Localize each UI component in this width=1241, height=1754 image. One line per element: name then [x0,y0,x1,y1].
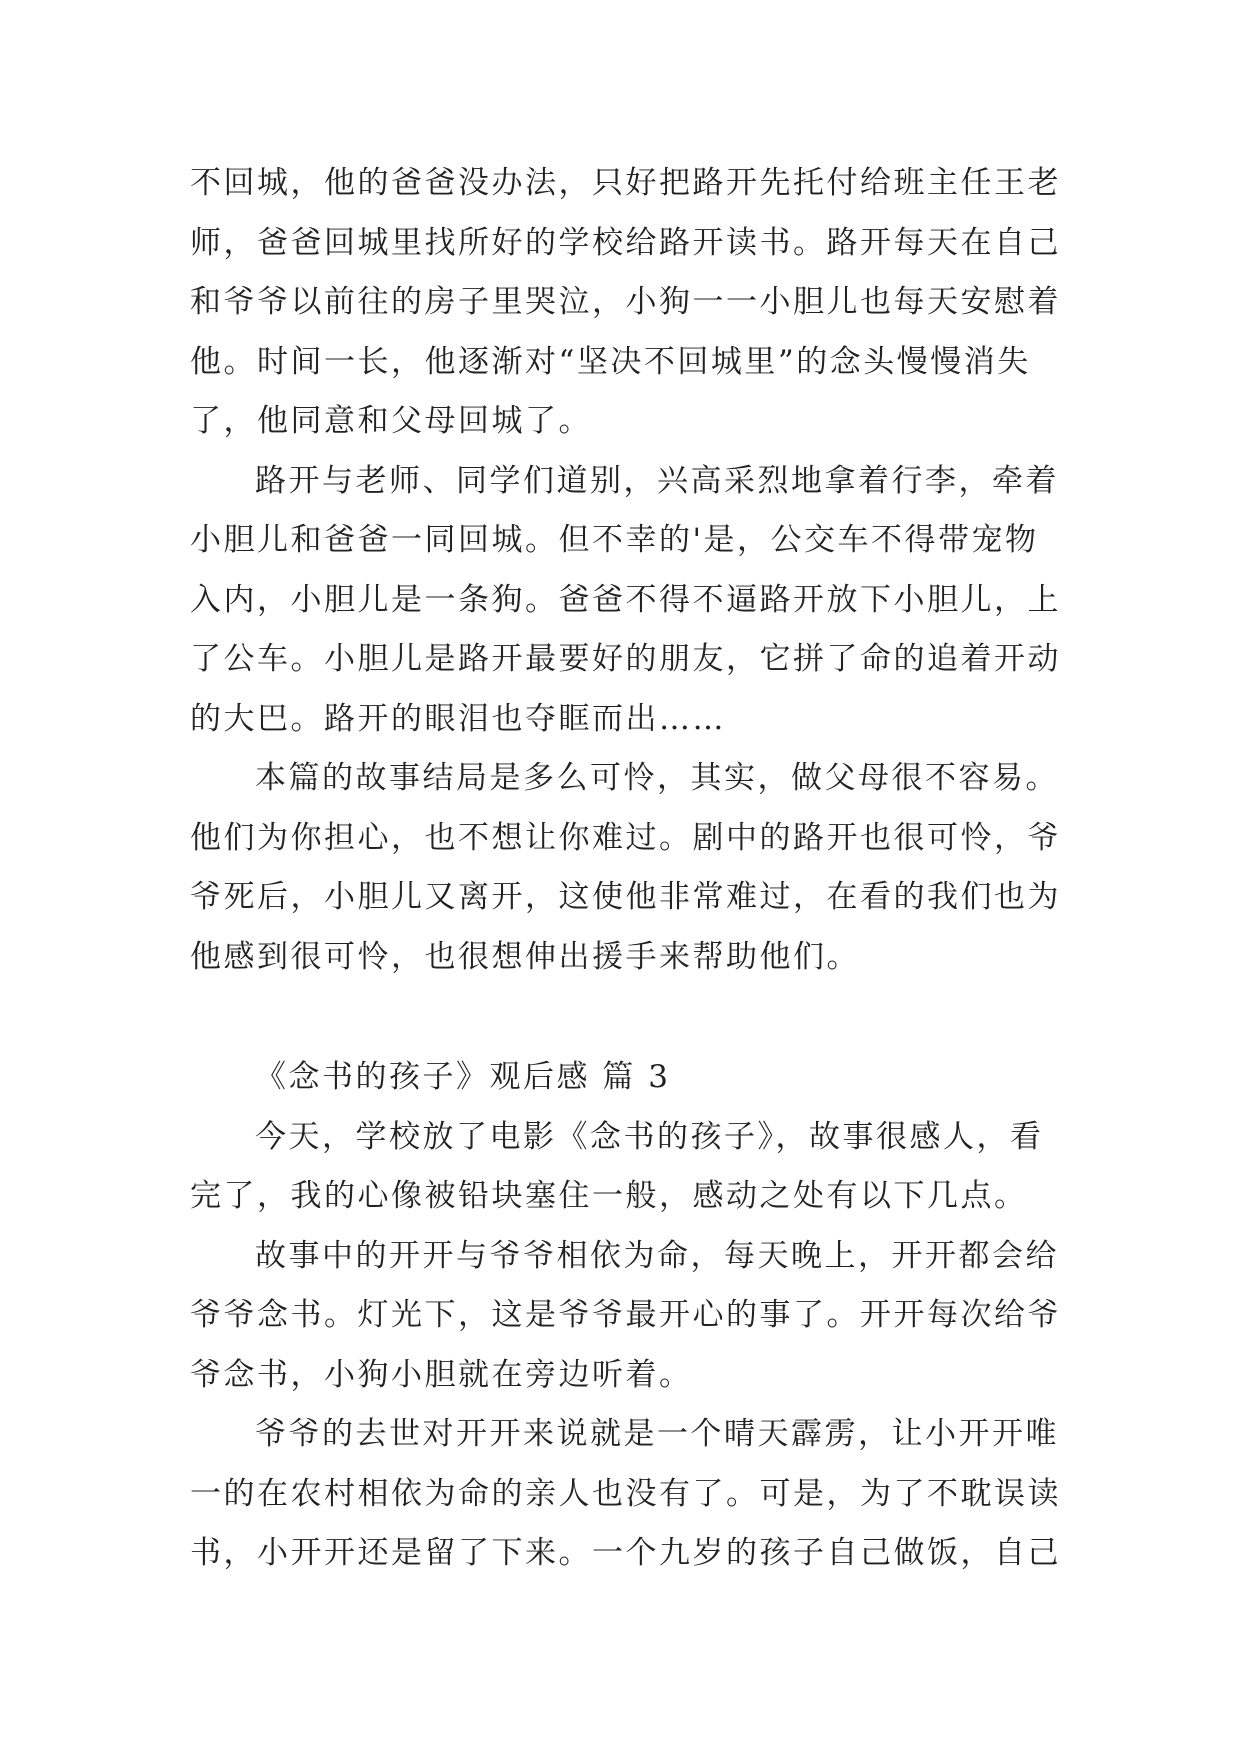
text-line: 师，爸爸回城里找所好的学校给路开读书。路开每天在自己 [190,224,1061,261]
text-line: 他。时间一长，他逐渐对“坚决不回城里”的念头慢慢消失 [190,343,1031,380]
text-line: 和爷爷以前往的房子里哭泣，小狗一一小胆儿也每天安慰着 [190,284,1061,320]
paragraph [190,1108,1070,1227]
paragraph [190,1405,1070,1584]
text-line: 完了，我的心像被铅块塞住一般，感动之处有以下几点。 [190,1178,1028,1214]
text-line: 的大巴。路开的眼泪也夺眶而出…… [190,700,726,737]
text-line: 今天，学校放了电影《念书的孩子》，故事很感人，看 [255,1118,1044,1155]
text-line: 他们为你担心，也不想让你难过。剧中的路开也很可怜，爷 [190,819,1061,856]
text-line: 故事中的开开与爷爷相依为命，每天晚上，开开都会给 [255,1237,1059,1274]
text-line: 了，他同意和父母回城了。 [190,403,592,439]
text-line: 路开与老师、同学们道别，兴高采烈地拿着行李，牵着 [255,462,1059,499]
text-line: 了公车。小胆儿是路开最要好的朋友，它拼了命的追着开动 [190,641,1061,677]
text-line: 不回城，他的爸爸没办法，只好把路开先托付给班主任王老 [190,165,1061,201]
document-body [190,154,1070,1584]
text-line: 本篇的故事结局是多么可怜，其实，做父母很不容易。 [255,760,1059,796]
paragraph [190,154,1070,452]
text-line: 小胆儿和爸爸一同回城。但不幸的'是，公交车不得带宠物 [190,522,1039,558]
text-line: 爷爷的去世对开开来说就是一个晴天霹雳，让小开开唯 [255,1416,1059,1452]
paragraph [190,452,1070,750]
paragraph [190,1227,1070,1406]
text-line: 他感到很可怜，也很想伸出援手来帮助他们。 [190,938,860,975]
text-line: 入内，小胆儿是一条狗。爸爸不得不逼路开放下小胆儿，上 [190,581,1061,618]
text-line: 爷念书，小狗小胆就在旁边听着。 [190,1356,693,1393]
text-line: 一的在农村相依为命的亲人也没有了。可是，为了不耽误读 [190,1475,1061,1512]
text-line: 爷爷念书。灯光下，这是爷爷最开心的事了。开开每次给爷 [190,1297,1061,1333]
text-line: 书，小开开还是留了下来。一个九岁的孩子自己做饭，自己 [190,1535,1061,1571]
section-title: 《念书的孩子》观后感 篇 3 [255,1059,671,1095]
text-line: 爷死后，小胆儿又离开，这使他非常难过，在看的我们也为 [190,879,1061,915]
paragraph [190,749,1070,987]
blank-gap [190,987,1070,1048]
